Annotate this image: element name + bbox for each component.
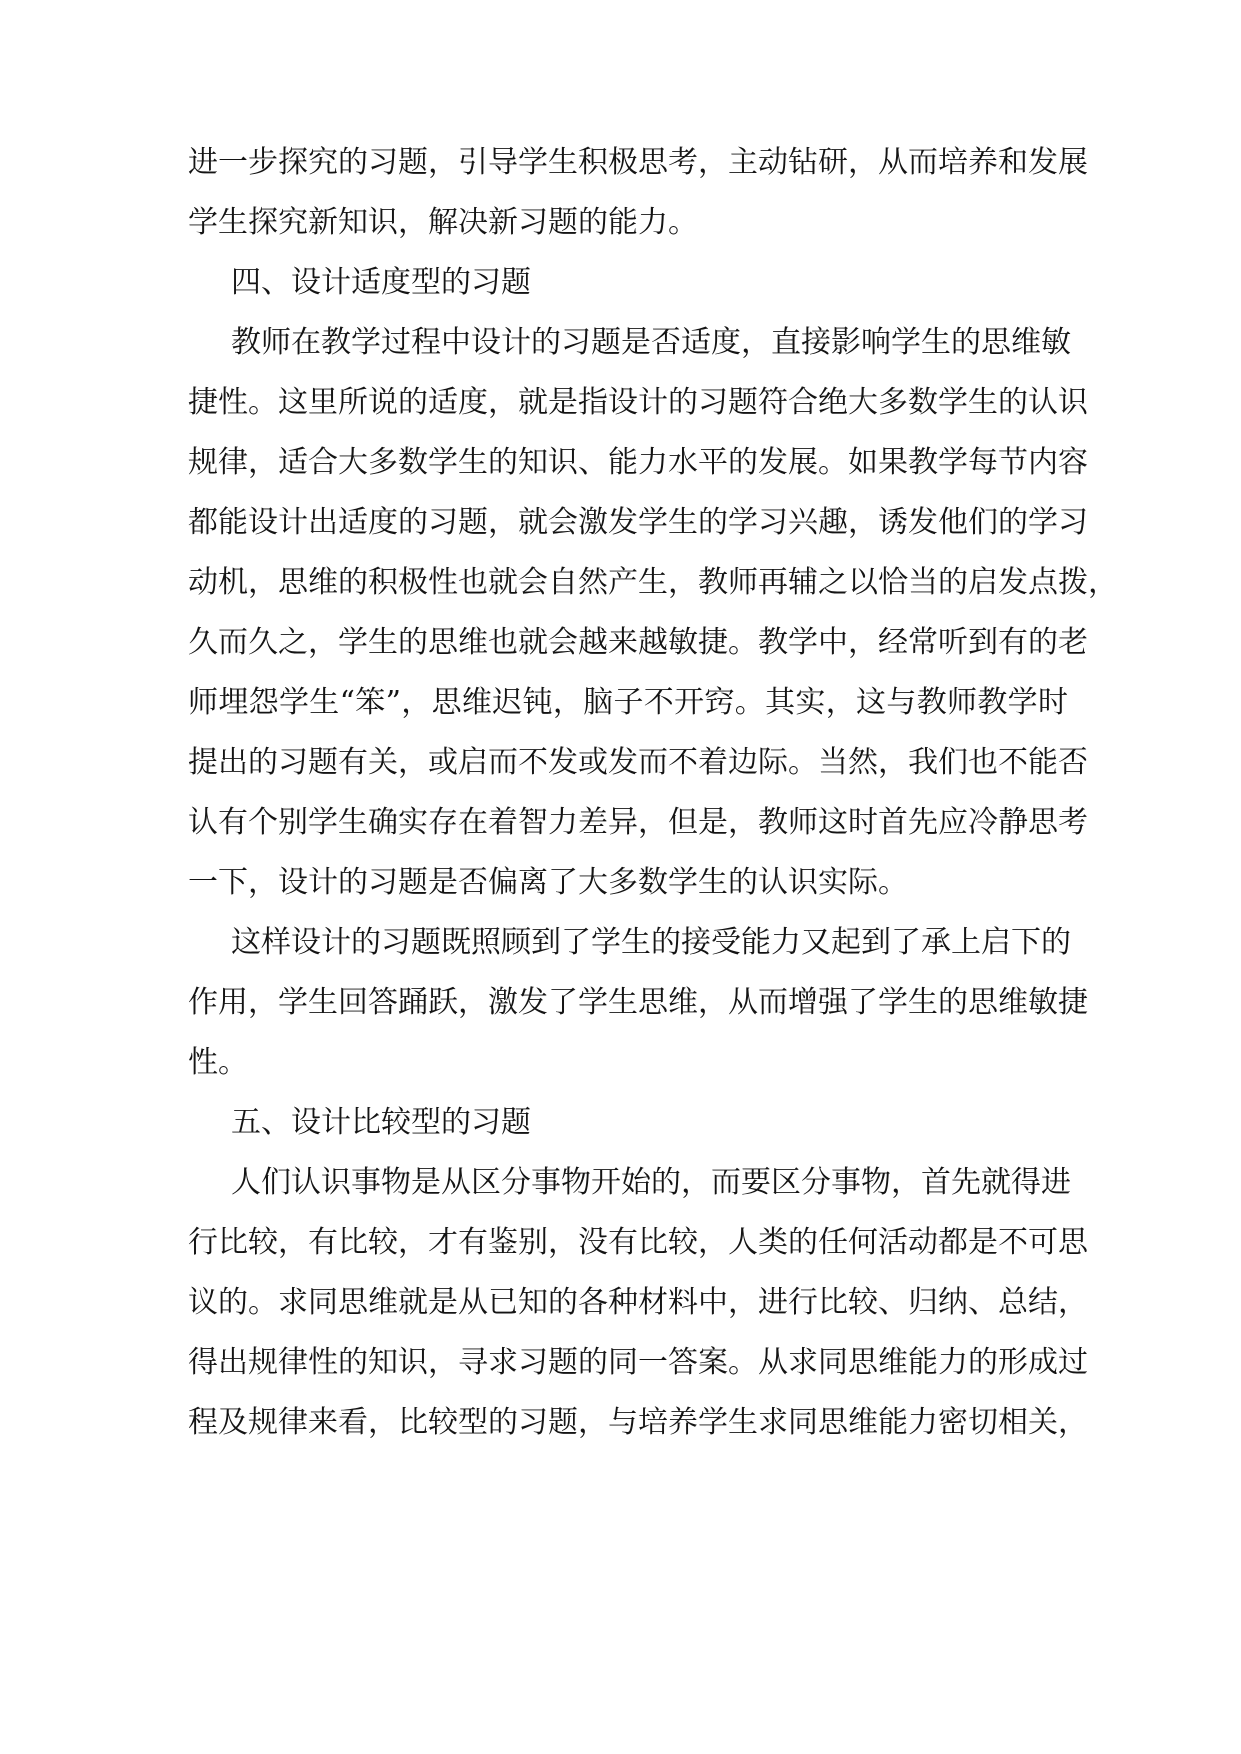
body-text-line: 都能设计出适度的习题，就会激发学生的学习兴趣，诱发他们的学习 bbox=[188, 505, 1088, 540]
body-text-line: 教师在教学过程中设计的习题是否适度，直接影响学生的思维敏 bbox=[231, 325, 1071, 360]
section-heading: 五、设计比较型的习题 bbox=[231, 1105, 531, 1140]
body-text-line: 规律，适合大多数学生的知识、能力水平的发展。如果教学每节内容 bbox=[188, 445, 1088, 480]
body-text-line: 一下，设计的习题是否偏离了大多数学生的认识实际。 bbox=[188, 865, 908, 900]
body-text-line: 认有个别学生确实存在着智力差异，但是，教师这时首先应冷静思考 bbox=[188, 805, 1088, 840]
body-text-line: 这样设计的习题既照顾到了学生的接受能力又起到了承上启下的 bbox=[231, 925, 1071, 960]
body-text-line: 动机，思维的积极性也就会自然产生，教师再辅之以恰当的启发点拨， bbox=[188, 565, 1118, 600]
body-text-line: 行比较，有比较，才有鉴别，没有比较，人类的任何活动都是不可思 bbox=[188, 1225, 1088, 1260]
body-text-line: 提出的习题有关，或启而不发或发而不着边际。当然，我们也不能否 bbox=[188, 745, 1088, 780]
body-text-line: 捷性。这里所说的适度，就是指设计的习题符合绝大多数学生的认识 bbox=[188, 385, 1088, 420]
body-text-line: 久而久之，学生的思维也就会越来越敏捷。教学中，经常听到有的老 bbox=[188, 625, 1088, 660]
body-text-line: 师埋怨学生“笨”，思维迟钝，脑子不开窍。其实，这与教师教学时 bbox=[188, 685, 1068, 720]
section-heading: 四、设计适度型的习题 bbox=[231, 265, 531, 300]
body-text-line: 作用，学生回答踊跃，激发了学生思维，从而增强了学生的思维敏捷 bbox=[188, 985, 1088, 1020]
body-text-line: 程及规律来看，比较型的习题，与培养学生求同思维能力密切相关， bbox=[188, 1405, 1088, 1440]
body-text-line: 得出规律性的知识，寻求习题的同一答案。从求同思维能力的形成过 bbox=[188, 1345, 1088, 1380]
body-text-line: 进一步探究的习题，引导学生积极思考，主动钻研，从而培养和发展 bbox=[188, 145, 1088, 180]
body-text-line: 学生探究新知识，解决新习题的能力。 bbox=[188, 205, 698, 240]
body-text-line: 性。 bbox=[188, 1045, 248, 1080]
body-text-line: 议的。求同思维就是从已知的各种材料中，进行比较、归纳、总结， bbox=[188, 1285, 1088, 1320]
body-text-line: 人们认识事物是从区分事物开始的，而要区分事物，首先就得进 bbox=[231, 1165, 1071, 1200]
